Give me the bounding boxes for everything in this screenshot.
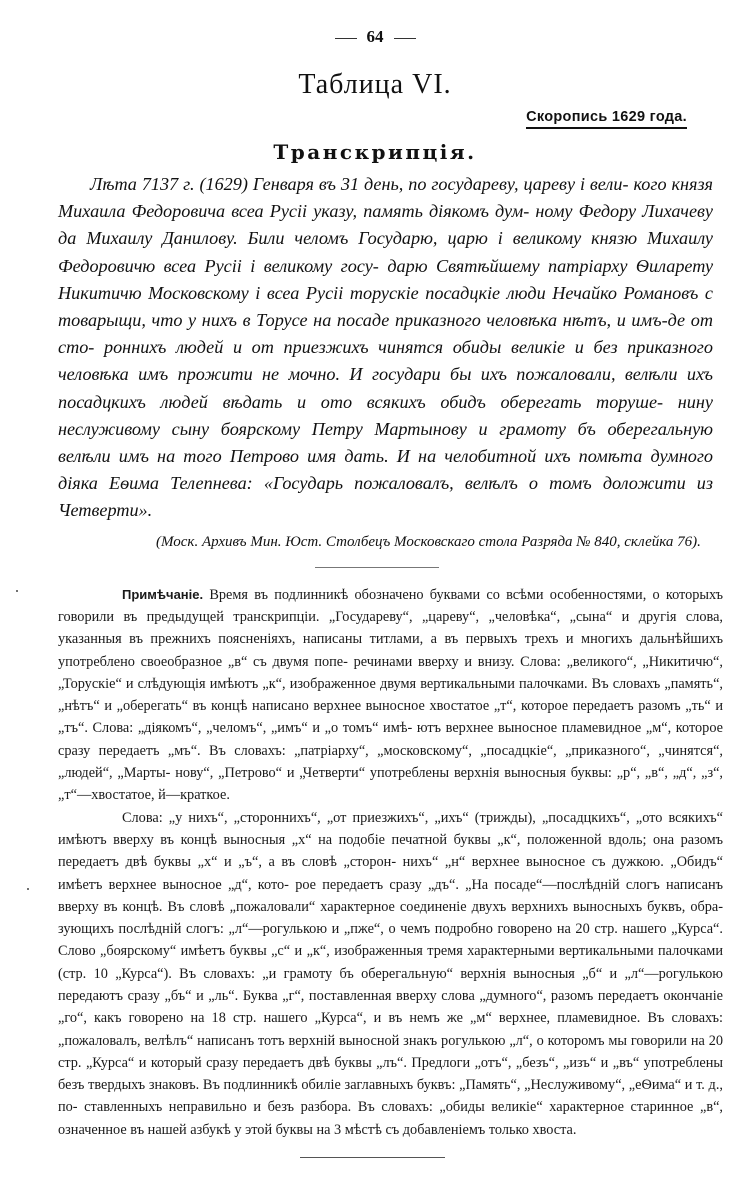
transcription-line: ихъ помѣта думного діяка Еѳима Телепнева: «Государь пожаловалъ, [58,446,714,494]
note-line: первыхъ трехъ и многихъ дальнѣйшихъ употреблено своеобразное „в“ съ двумя попе- [58,631,723,670]
transcription-line: ихъ посадцкихъ людей вѣдать и ото всякихъ обидъ оберегать торуше- [58,364,713,412]
transcription-title: Транскрипція. [273,140,477,164]
transcription-line: Лѣта 7137 г. (1629) Генваря въ 31 день, по государеву, цареву і вели- [90,174,629,194]
transcription-line: роннихъ людей и от приезжихъ чинятся обиды великіе и без приказного [103,337,713,358]
note-line: передаетъ разомъ „ть“ и „тъ“. Слова: „діякомъ“, „челомъ“, „имъ“ и „о томъ“ имѣ- [58,698,723,737]
note-line: нихъ“ „н“ верхнее выносное съ дужкою. „Обидъ“ имѣетъ верхнее выносное „д“, кото- [58,854,723,893]
note-line: характерными вертикальными палочками (стр. 10 „Курса“). Въ словахъ: „и грамоту бъ [58,943,724,982]
note-line: „лъ“. Предлоги „отъ“, „безъ“, „изъ“ и „въ“ употреблены безъ твердыхъ знаковъ. Въ [58,1054,724,1094]
note-line: „ото всякихъ“ имѣютъ вверху въ концѣ выносныя „х“ на подобіе печатной буквы „к“, [58,809,723,848]
scan-speck [16,590,18,592]
transcription-line: Русіі торускіе посадцкіе люди Нечайко Романовъ с товарыщи, что у [58,282,714,331]
note-paragraph-2 [58,807,723,1141]
note-line: „патріарху“, „московскому“, „посадцкіе“, „приказного“, „чинятся“, „людей“, „Марты- [58,742,723,782]
note-line: Слова: „у нихъ“, „стороннихъ“, „от приезжихъ“, „ихъ“ (трижды), „посадцкихъ“, [122,809,630,826]
dash-left [335,38,357,39]
note-line: речинами вверху и внизу. Слова: „великого“, „Никитичю“, „Торускіе“ и слѣдующія [58,653,723,692]
note-line: зующихъ послѣдній слогъ: „л“—рогулькою и „пже“, о чемъ подробно говорено на 20 стр. [58,921,618,938]
scan-speck [27,888,29,890]
page-number [0,26,750,48]
script-label: Скоропись 1629 года. [526,108,687,129]
dash-right [394,38,416,39]
note-line: оберегальную“ верхнія выносныя „б“ и „л“—рогулькою передаютъ сразу „бъ“ и „ль“. [58,965,723,1004]
transcription-line: дарю Святѣйшему патріарху Ѳиларету Никитичю Московскому і всеа [58,255,714,303]
citation-line: (Моск. Архивъ Мин. Юст. Столбецъ Московскаго стола Разряда [156,533,573,550]
transcription-line: ному Федору Лихачеву да Михаилу Данилову. Били челомъ Государю, [58,201,713,249]
note-line: „нѣтъ“ и „оберегать“ въ концѣ написано верхнее выносное хвостатое „т“, которое [58,698,569,715]
note-line: Буква „г“, поставленная вверху слова „думного“, разомъ передаетъ окончаніе „го“, [58,987,724,1027]
archive-citation [156,531,713,553]
citation-line: № 840, склейка 76). [576,533,701,550]
note-line: „з“, „т“—хвостатое, й—краткое. [58,765,724,804]
transcription-line: человѣка имъ прожити не мочно. И государи бы ихъ пожаловали, велѣли [58,364,678,385]
transcription-line: кого князя Михаила Федоровича всеа Русіі указу, память діякомъ дум- [58,174,713,222]
note-label: Примѣчаніе. [122,586,204,602]
transcription-line: нину неслуживому сыну боярскому Петру Мартынову и грамоту бъ [58,391,713,439]
note-line: Въ словѣ „пожаловали“ характерное соединеніе двухъ верхнихъ выносныхъ буквъ, обра- [167,898,724,915]
transcription-line: нихъ в Торусе на посаде приказного человѣка нѣтъ, и имъ-де от сто- [58,310,713,358]
note-line: имѣютъ „к“, изображенное двумя вертикальными палочками. Въ словахъ „память“, [209,675,723,692]
note-line: которыхъ говорили въ предыдущей транскрипціи. „Государеву“, „цареву“, „человѣка“, [58,586,723,625]
page-number-text: 64 [366,27,384,46]
note-line: „л“, о которомъ мы говорили на 20 стр. „Курса“ и который сразу передаетъ двѣ буквы [58,1032,723,1071]
note-line: подлинникѣ обиліе заглавныхъ буквъ: „Память“, „Неслуживому“, „еѲима“ и т. д., по- [58,1077,723,1116]
transcription-line: велѣлъ о томъ доложити из Четверти». [58,473,713,521]
table-title: Таблица VI. [298,69,452,100]
script-label-row [58,108,723,129]
note-line: старинное „в“, означенное въ нашей азбукѣ у этой буквы на 3 мѣстѣ съ добавленіемъ [58,1099,724,1138]
note-line: ставленныхъ неправильно и безъ разбора. Въ словахъ: „обиды великіе“ характерное [84,1099,624,1116]
note-first-line-text: Время въ подлинникѣ обозначено буквами со всѣми особенностями, о [209,586,660,603]
transcription-line: оберегальную велѣли имъ на того Петрово имя дать. И на челобитной [58,418,713,467]
note-line: рое передаетъ сразу „дъ“. „На посаде“—послѣдній слогъ написанъ вверху въ концѣ. [58,876,724,915]
note-line: какъ говорено на 18 стр. нашего „Курса“, и въ немъ же „м“ верхнее, пламевидное. [94,1010,641,1027]
note-line: Въ словахъ: „пожаловалъ, велѣлъ“ написанъ тотъ верхній выносной знакъ рогулькою [58,1010,724,1049]
note-line: „сына“ и другія слова, указанныя въ прежнихъ поясненіяхъ, написаны титлами, а въ [58,608,724,648]
section-divider [315,567,439,568]
bottom-divider [300,1157,445,1158]
note-line: нову“, „Петрово“ и „Четверти“ употреблены верхнія выносныя буквы: „р“, „в“, „д“, [175,765,697,782]
transcription-line: царю і великому князю Михаилу Федоровичю всеа Русіі і великому госу- [58,228,714,276]
note-line: положенной вдоль; она разомъ передаетъ двѣ буквы „х“ и „ъ“, а въ словѣ „сторон- [58,831,724,871]
note-line: только хвоста. [488,1121,577,1138]
note-paragraph-1 [58,584,723,807]
note-line: ютъ верхнее выносное пламевидное „м“, которое сразу передаетъ „мъ“. Въ словахъ: [58,720,724,759]
transcription-text [58,171,713,525]
note-section [58,584,723,1141]
note-line: нашего „Курса“. Слово „боярскому“ имѣетъ буквы „с“ и „к“, изображенныя тремя [58,921,723,960]
